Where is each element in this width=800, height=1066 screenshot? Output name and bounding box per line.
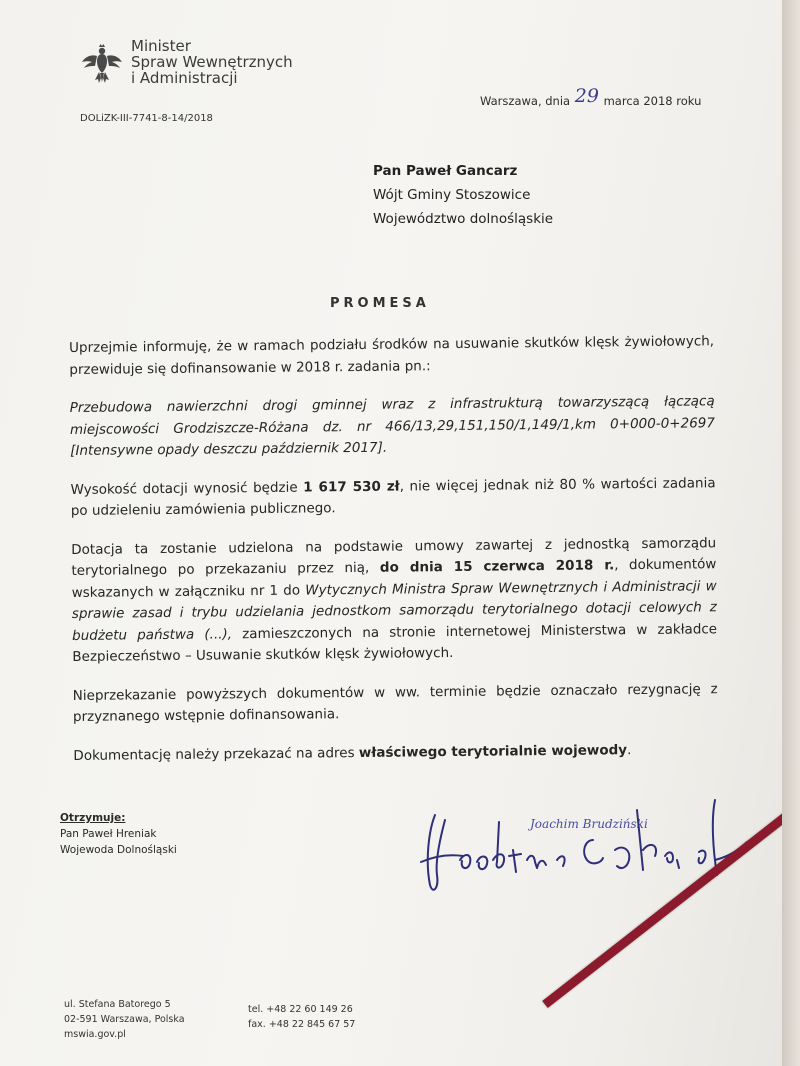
ministry-name bbox=[131, 38, 293, 86]
addressee-block bbox=[373, 163, 553, 235]
footer-fax: fax. +48 22 845 67 57 bbox=[248, 1019, 356, 1030]
addressee-name: Pan Paweł Gancarz bbox=[373, 163, 518, 179]
letter-body bbox=[69, 331, 719, 784]
polish-eagle-emblem-icon bbox=[80, 42, 124, 86]
footer-website: mswia.gov.pl bbox=[64, 1029, 126, 1040]
conditions-text-c: zamieszczonych na stronie internetowej Ministerstwa w zakładce Bezpieczeństwo – Usuwanie skutków klęsk żywiołowych. bbox=[72, 620, 718, 665]
conditions-text-a: Dotacja ta zostanie udzielona na podstawie umowy zawartej z jednostką samorządu terytorialnego po przekazaniu przez nią, bbox=[71, 534, 717, 579]
footer-address-line: 02-591 Warszawa, Polska bbox=[64, 1014, 185, 1025]
paragraph-delivery bbox=[73, 739, 718, 767]
date-suffix: marca 2018 roku bbox=[603, 94, 702, 108]
delivery-text-after: . bbox=[626, 741, 632, 758]
footer-contact bbox=[248, 1002, 355, 1032]
paragraph-task-name: Przebudowa nawierzchni drogi gminnej wraz z infrastrukturą towarzyszącą łączącą miejscowości Grodziszcze-Różana dz. nr 466/13,29,151,150/1,149/1,km 0+000-0+2697 [Intensywne opady deszczu październik 2017]. bbox=[69, 393, 716, 459]
recipient-line: Wojewoda Dolnośląski bbox=[60, 844, 177, 856]
guidelines-title: Wytycznych Ministra Spraw Wewnętrznych i Administracji w sprawie zasad i trybu udzielania jednostkom samorządu terytorialnego dotacji celowych z budżetu państwa (...), bbox=[71, 577, 717, 644]
ministry-line: i Administracji bbox=[131, 69, 238, 87]
recipient-line: Pan Paweł Hreniak bbox=[60, 828, 157, 840]
paragraph-conditions bbox=[71, 533, 717, 669]
document-title: PROMESA bbox=[330, 296, 430, 311]
ministry-line: Minister bbox=[131, 37, 191, 55]
conditions-text-b: , dokumentów wskazanych w załączniku nr 1 do bbox=[71, 556, 717, 601]
footer-address bbox=[64, 997, 185, 1042]
amount-text-before: Wysokość dotacji wynosić będzie bbox=[70, 479, 304, 498]
grant-amount: 1 617 530 zł bbox=[303, 478, 400, 496]
recipients-block bbox=[60, 810, 177, 858]
footer-phone: tel. +48 22 60 149 26 bbox=[248, 1004, 353, 1015]
recipients-heading: Otrzymuje: bbox=[60, 812, 126, 824]
footer-address-line: ul. Stefana Batorego 5 bbox=[64, 999, 171, 1010]
addressee-position: Wójt Gminy Stoszowice bbox=[373, 187, 531, 203]
delivery-text-before: Dokumentację należy przekazać na adres bbox=[73, 744, 359, 764]
folder-edge bbox=[782, 0, 800, 1066]
paragraph-resignation: Nieprzekazanie powyższych dokumentów w ww. terminie będzie oznaczało rezygnację z przyznanego wstępnie dofinansowania. bbox=[72, 680, 718, 725]
date-day-handwritten: 29 bbox=[574, 85, 599, 107]
paragraph-amount bbox=[70, 473, 715, 523]
addressee-region: Województwo dolnośląskie bbox=[373, 211, 554, 227]
ministry-line: Spraw Wewnętrznych bbox=[131, 53, 293, 71]
submission-deadline: do dnia 15 czerwca 2018 r. bbox=[379, 557, 615, 576]
date-prefix: Warszawa, dnia bbox=[480, 94, 571, 108]
delivery-recipient: właściwego terytorialnie wojewody bbox=[358, 741, 628, 761]
paragraph-intro: Uprzejmie informuję, że w ramach podziału środków na usuwanie skutków klęsk żywiołowych, przewiduje się dofinansowanie w 2018 r. zadania pn.: bbox=[69, 333, 715, 378]
signature-printed-name: Joachim Brudziński bbox=[530, 817, 648, 831]
place-and-date bbox=[480, 85, 702, 110]
reference-number: DOLiZK-III-7741-8-14/2018 bbox=[80, 113, 213, 124]
amount-text-after: , nie więcej jednak niż 80 % wartości zadania po udzieleniu zamówienia publicznego. bbox=[70, 474, 716, 519]
